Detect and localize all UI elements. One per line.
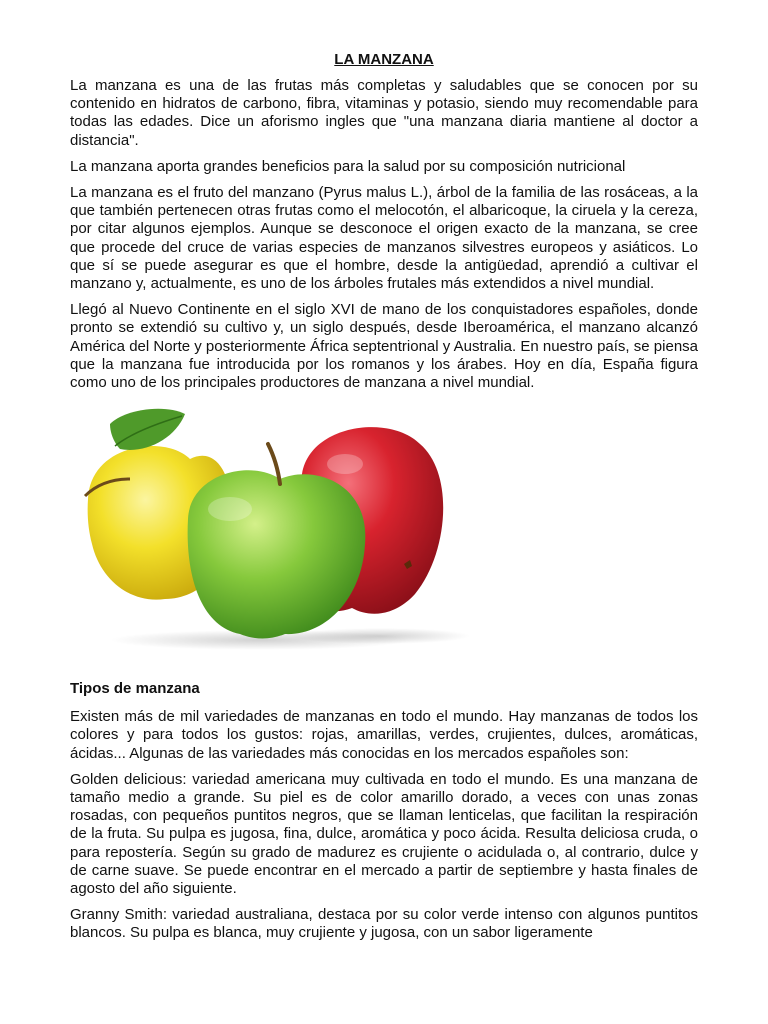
golden-delicious-paragraph: Golden delicious: variedad americana muy cultivada en todo el mundo. Es una manzana de tamaño medio a grande. Su piel es de color amarillo dorado, a veces con unas zonas rosadas, con pequeños puntitos negros, que se llaman lenticelas, que facilitan la respiración de la fruta. Su pulpa es jugosa, fina, dulce, aromática y poco ácida. Resulta deliciosa cruda, o para repostería. Según su grado de madurez es crujiente o acidulada o, al contrario, dulce y de carne suave. Se puede encontrar en el mercado a partir de septiembre y hasta finales de agosto del año siguiente. (70, 770, 698, 898)
section-heading: Tipos de manzana (70, 680, 200, 698)
granny-smith-paragraph: Granny Smith: variedad australiana, destaca por su color verde intenso con algunos puntitos blancos. Su pulpa es blanca, muy crujiente y jugosa, con un sabor ligeramente (70, 906, 698, 942)
document-page (70, 50, 698, 951)
apples-illustration (70, 404, 698, 659)
document-title: LA MANZANA (334, 51, 434, 68)
intro-paragraph: La manzana es una de las frutas más completas y saludables que se conocen por su contenido en hidratos de carbono, fibra, vitaminas y potasio, siendo muy recomendable para todas las edades. Dice un aforismo ingles que "una manzana diaria mantiene al doctor a distancia". (70, 77, 698, 149)
varieties-paragraph: Existen más de mil variedades de manzanas en todo el mundo. Hay manzanas de todos los colores y para todos los gustos: rojas, amarillas, verdes, crujientes, dulces, aromáticas, ácidas... Algunas de las variedades más conocidas en los mercados españoles son: (70, 708, 698, 762)
benefits-paragraph: La manzana aporta grandes beneficios para la salud por su composición nutricional (70, 157, 626, 175)
origin-paragraph: La manzana es el fruto del manzano (Pyrus malus L.), árbol de la familia de las rosáceas, a la que también pertenecen otras frutas como el melocotón, el albaricoque, la ciruela y la cereza, por citar algunos ejemplos. Aunque se desconoce el origen exacto de la manzana, se cree que procede del cruce de varias especies de manzanos silvestres europeos y asiáticos. Lo que sí se puede asegurar es que el hombre, desde la antigüedad, aprendió a cultivar el manzano y, actualmente, es uno de los árboles frutales más extendidos a nivel mundial. (70, 184, 698, 293)
apples-image (70, 404, 698, 659)
history-paragraph: Llegó al Nuevo Continente en el siglo XVI de mano de los conquistadores españoles, donde pronto se extendió su cultivo y, un siglo después, desde Iberoamérica, el manzano alcanzó América del Norte y posteriormente África septentrional y Australia. En nuestro país, se piensa que la manzana fue introducida por los romanos y los árabes. Hoy en día, España figura como uno de los principales productores de manzana a nivel mundial. (70, 301, 698, 392)
